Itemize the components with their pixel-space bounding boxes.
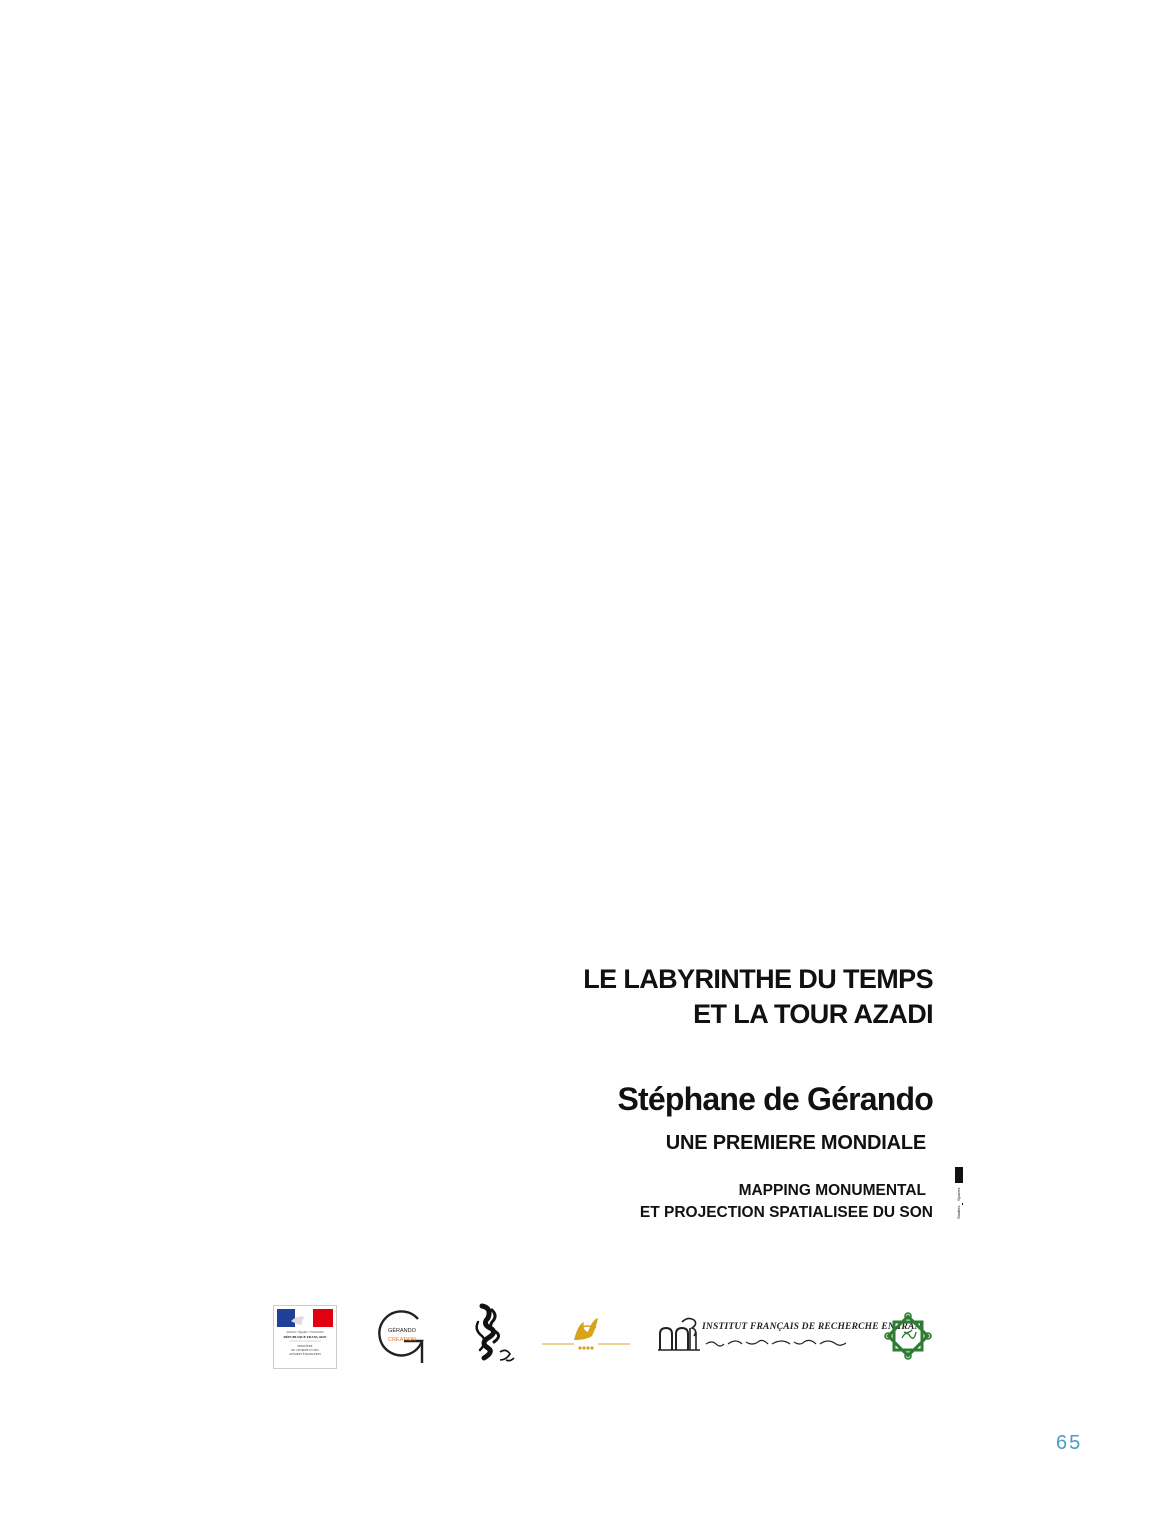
gerando-word: GÉRANDO [388, 1328, 416, 1334]
rf-name: RÉPUBLIQUE FRANÇAISE [283, 1335, 327, 1339]
republique-francaise-logo [273, 1305, 337, 1369]
page-number: 65 [1056, 1432, 1083, 1454]
bonyad-calligraphy-logo [470, 1302, 520, 1368]
rf-motto: Liberté • Égalité • Fraternité [286, 1330, 324, 1334]
title-block [583, 962, 933, 1032]
ifri-name: INSTITUT FRANÇAIS DE RECHERCHE EN IRAN [702, 1322, 922, 1332]
side-tag-word-1: Spaces [956, 1187, 961, 1201]
description-block [640, 1180, 933, 1224]
side-tag-word-2: Studies [956, 1205, 961, 1219]
rf-ministry-1: MINISTÈRE [297, 1345, 313, 1348]
ifri-emblem-icon [656, 1314, 702, 1354]
description-line-1: MAPPING MONUMENTAL [738, 1182, 926, 1199]
gold-calligraphy-logo [540, 1314, 632, 1356]
ifri-logo [656, 1314, 922, 1354]
rf-ministry-2: DE L'EUROPE ET DES [291, 1349, 319, 1352]
gerando-creation-logo [374, 1305, 426, 1365]
author-name: Stéphane de Gérando [617, 1081, 933, 1117]
tehran-municipality-logo [882, 1310, 934, 1362]
side-tag-separator [962, 1203, 963, 1205]
description-line-2: ET PROJECTION SPATIALISEE DU SON [639, 1204, 933, 1221]
title-line-2: ET LA TOUR AZADI [693, 999, 933, 1029]
ifri-persian-text-icon [702, 1336, 850, 1348]
creation-word: CREATION [387, 1337, 417, 1343]
partner-logos [270, 1300, 940, 1372]
subtitle: UNE PREMIERE MONDIALE [665, 1132, 926, 1154]
rf-ministry-3: AFFAIRES ÉTRANGÈRES [289, 1353, 321, 1356]
title-line-1: LE LABYRINTHE DU TEMPS [583, 964, 933, 994]
side-tag-block [955, 1167, 963, 1183]
side-tag [953, 1167, 965, 1221]
